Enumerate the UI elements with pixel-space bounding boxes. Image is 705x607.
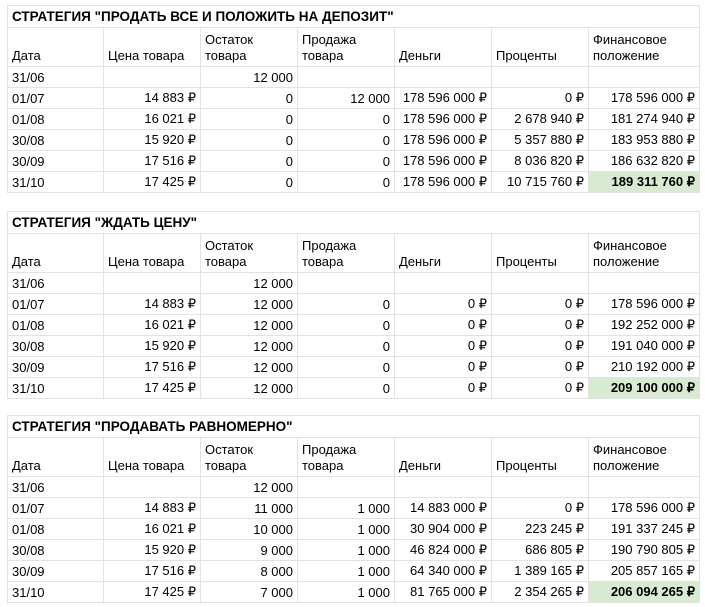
column-header[interactable]: Остаток товара [201,28,298,67]
table-row [8,88,700,109]
table-cell[interactable]: 9 000 [201,540,298,561]
column-header[interactable]: Дата [8,438,104,477]
table-cell[interactable]: 1 000 [298,498,395,519]
table-cell[interactable]: 31/10 [8,582,104,603]
table-cell[interactable]: 178 596 000 ₽ [395,88,492,109]
column-header[interactable]: Продажа товара [298,28,395,67]
table-cell[interactable]: 1 000 [298,540,395,561]
table-row [8,540,700,561]
table-cell[interactable]: 16 021 ₽ [104,109,201,130]
table-cell[interactable]: 0 [298,151,395,172]
table-cell[interactable]: 0 [298,315,395,336]
table-cell[interactable]: 0 ₽ [492,336,589,357]
table-cell[interactable] [395,67,492,88]
table-cell[interactable]: 0 ₽ [492,498,589,519]
column-header[interactable]: Деньги [395,28,492,67]
table-row [8,582,700,603]
table-cell[interactable] [395,477,492,498]
column-header[interactable]: Цена товара [104,28,201,67]
table-cell[interactable]: 1 000 [298,582,395,603]
column-header[interactable]: Продажа товара [298,438,395,477]
column-header[interactable]: Проценты [492,234,589,273]
column-header[interactable]: Цена товара [104,438,201,477]
table-row [8,357,700,378]
table-cell[interactable] [104,477,201,498]
table-cell[interactable] [298,477,395,498]
table-cell[interactable]: 5 357 880 ₽ [492,130,589,151]
table-cell[interactable]: 0 [298,378,395,399]
table-row [8,273,700,294]
table-cell[interactable]: 01/08 [8,519,104,540]
table-cell[interactable]: 181 274 940 ₽ [589,109,700,130]
table-title[interactable]: СТРАТЕГИЯ "ПРОДАВАТЬ РАВНОМЕРНО" [8,416,700,438]
table-cell[interactable]: 64 340 000 ₽ [395,561,492,582]
table-cell[interactable]: 16 021 ₽ [104,315,201,336]
table-row [8,477,700,498]
table-cell[interactable] [104,67,201,88]
table-cell[interactable]: 11 000 [201,498,298,519]
strategy-table [7,211,700,399]
table-cell[interactable]: 178 596 000 ₽ [395,172,492,193]
table-cell[interactable]: 30/08 [8,130,104,151]
table-cell[interactable]: 14 883 ₽ [104,88,201,109]
table-cell[interactable]: 12 000 [201,273,298,294]
table-row [8,315,700,336]
table-row [8,498,700,519]
table-cell[interactable]: 10 715 760 ₽ [492,172,589,193]
table-cell[interactable]: 206 094 265 ₽ [589,582,700,603]
table-cell[interactable]: 01/07 [8,498,104,519]
table-cell[interactable] [589,67,700,88]
table-cell[interactable]: 10 000 [201,519,298,540]
table-cell[interactable] [298,67,395,88]
table-cell[interactable]: 31/06 [8,67,104,88]
table-cell[interactable]: 30/09 [8,357,104,378]
table-cell[interactable]: 31/10 [8,378,104,399]
table-row [8,151,700,172]
table-cell[interactable]: 1 000 [298,519,395,540]
table-cell[interactable] [589,477,700,498]
table-cell[interactable]: 12 000 [201,378,298,399]
table-cell[interactable]: 17 516 ₽ [104,357,201,378]
table-row [8,378,700,399]
table-title[interactable]: СТРАТЕГИЯ "ПРОДАТЬ ВСЕ И ПОЛОЖИТЬ НА ДЕПОЗИТ" [8,6,700,28]
column-header[interactable]: Проценты [492,28,589,67]
table-row [8,172,700,193]
column-header[interactable]: Цена товара [104,234,201,273]
column-header[interactable]: Финансовое положение [589,438,700,477]
table-cell[interactable]: 0 ₽ [395,378,492,399]
strategy-table [7,415,700,603]
table-cell[interactable]: 14 883 000 ₽ [395,498,492,519]
column-header[interactable]: Продажа товара [298,234,395,273]
table-cell[interactable]: 17 425 ₽ [104,378,201,399]
column-header[interactable]: Финансовое положение [589,234,700,273]
table-cell[interactable]: 01/08 [8,109,104,130]
table-cell[interactable]: 2 678 940 ₽ [492,109,589,130]
table-cell[interactable]: 0 [201,130,298,151]
table-cell[interactable]: 15 920 ₽ [104,336,201,357]
table-cell[interactable]: 209 100 000 ₽ [589,378,700,399]
table-cell[interactable]: 0 [201,109,298,130]
table-cell[interactable]: 17 425 ₽ [104,582,201,603]
table-cell[interactable]: 0 ₽ [492,357,589,378]
table-cell[interactable]: 223 245 ₽ [492,519,589,540]
table-cell[interactable]: 12 000 [201,477,298,498]
table-cell[interactable]: 30/08 [8,540,104,561]
table-cell[interactable]: 12 000 [201,315,298,336]
table-row [8,519,700,540]
table-cell[interactable]: 178 596 000 ₽ [395,109,492,130]
table-cell[interactable]: 12 000 [298,88,395,109]
table-cell[interactable]: 16 021 ₽ [104,519,201,540]
table-cell[interactable] [298,273,395,294]
table-cell[interactable]: 191 337 245 ₽ [589,519,700,540]
column-header[interactable]: Дата [8,234,104,273]
table-cell[interactable]: 0 ₽ [395,315,492,336]
table-row [8,294,700,315]
column-header[interactable]: Остаток товара [201,234,298,273]
table-cell[interactable] [104,273,201,294]
table-cell[interactable]: 178 596 000 ₽ [589,294,700,315]
table-cell[interactable]: 12 000 [201,336,298,357]
table-cell[interactable]: 183 953 880 ₽ [589,130,700,151]
table-cell[interactable] [492,273,589,294]
table-cell[interactable] [589,273,700,294]
table-cell[interactable]: 8 000 [201,561,298,582]
table-cell[interactable]: 31/06 [8,477,104,498]
table-cell[interactable]: 7 000 [201,582,298,603]
table-cell[interactable]: 0 [298,336,395,357]
table-cell[interactable]: 1 000 [298,561,395,582]
table-row [8,109,700,130]
table-cell[interactable]: 30/09 [8,151,104,172]
table-cell[interactable]: 31/10 [8,172,104,193]
column-header[interactable]: Остаток товара [201,438,298,477]
table-cell[interactable]: 1 389 165 ₽ [492,561,589,582]
table-cell[interactable]: 0 ₽ [492,88,589,109]
table-cell[interactable]: 178 596 000 ₽ [589,498,700,519]
column-header[interactable]: Деньги [395,438,492,477]
table-cell[interactable]: 0 [298,109,395,130]
table-cell[interactable]: 8 036 820 ₽ [492,151,589,172]
table-cell[interactable]: 01/07 [8,294,104,315]
table-cell[interactable]: 191 040 000 ₽ [589,336,700,357]
table-cell[interactable]: 01/07 [8,88,104,109]
table-cell[interactable]: 15 920 ₽ [104,130,201,151]
table-cell[interactable]: 0 [201,151,298,172]
table-cell[interactable]: 31/06 [8,273,104,294]
table-cell[interactable]: 0 ₽ [395,336,492,357]
table-cell[interactable]: 0 ₽ [492,294,589,315]
table-cell[interactable]: 0 ₽ [395,357,492,378]
table-cell[interactable]: 0 ₽ [395,294,492,315]
table-cell[interactable]: 2 354 265 ₽ [492,582,589,603]
table-cell[interactable]: 190 790 805 ₽ [589,540,700,561]
table-cell[interactable]: 205 857 165 ₽ [589,561,700,582]
table-cell[interactable]: 192 252 000 ₽ [589,315,700,336]
table-cell[interactable]: 0 ₽ [492,378,589,399]
table-cell[interactable]: 01/08 [8,315,104,336]
strategy-table [7,5,700,193]
table-cell[interactable]: 30 904 000 ₽ [395,519,492,540]
table-row [8,67,700,88]
table-cell[interactable]: 12 000 [201,294,298,315]
table-cell[interactable]: 30/09 [8,561,104,582]
table-title[interactable]: СТРАТЕГИЯ "ЖДАТЬ ЦЕНУ" [8,212,700,234]
table-cell[interactable]: 189 311 760 ₽ [589,172,700,193]
table-cell[interactable] [492,67,589,88]
table-cell[interactable]: 12 000 [201,67,298,88]
table-cell[interactable] [492,477,589,498]
table-row [8,336,700,357]
table-cell[interactable]: 0 [298,294,395,315]
column-header[interactable]: Финансовое положение [589,28,700,67]
table-cell[interactable]: 0 [298,172,395,193]
table-cell[interactable]: 81 765 000 ₽ [395,582,492,603]
table-cell[interactable] [395,273,492,294]
table-cell[interactable]: 14 883 ₽ [104,294,201,315]
table-cell[interactable]: 12 000 [201,357,298,378]
table-cell[interactable]: 178 596 000 ₽ [589,88,700,109]
table-cell[interactable]: 686 805 ₽ [492,540,589,561]
table-cell[interactable]: 0 ₽ [492,315,589,336]
table-cell[interactable]: 17 516 ₽ [104,151,201,172]
table-cell[interactable]: 178 596 000 ₽ [395,130,492,151]
table-cell[interactable]: 30/08 [8,336,104,357]
table-cell[interactable]: 0 [298,357,395,378]
column-header[interactable]: Деньги [395,234,492,273]
table-cell[interactable]: 17 425 ₽ [104,172,201,193]
table-cell[interactable]: 0 [298,130,395,151]
table-cell[interactable]: 0 [201,172,298,193]
table-row [8,561,700,582]
table-cell[interactable]: 14 883 ₽ [104,498,201,519]
table-cell[interactable]: 15 920 ₽ [104,540,201,561]
table-cell[interactable]: 46 824 000 ₽ [395,540,492,561]
column-header[interactable]: Дата [8,28,104,67]
table-cell[interactable]: 178 596 000 ₽ [395,151,492,172]
table-cell[interactable]: 186 632 820 ₽ [589,151,700,172]
table-cell[interactable]: 17 516 ₽ [104,561,201,582]
table-cell[interactable]: 210 192 000 ₽ [589,357,700,378]
table-cell[interactable]: 0 [201,88,298,109]
column-header[interactable]: Проценты [492,438,589,477]
table-row [8,130,700,151]
